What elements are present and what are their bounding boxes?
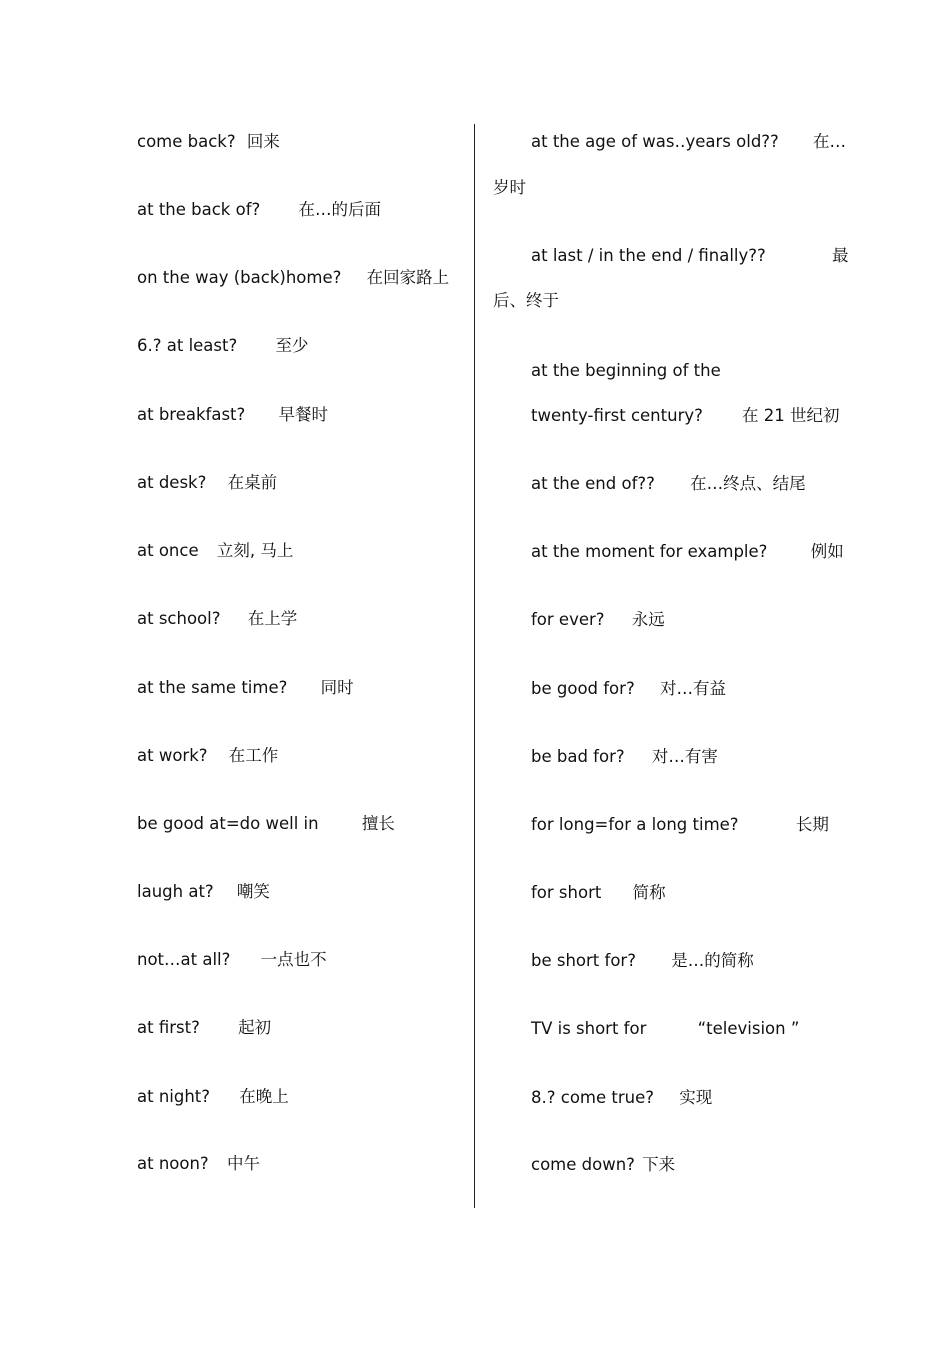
phrase-en-continued: twenty-first century? — [531, 406, 703, 425]
phrase-en: at the age of was‥years old?? — [531, 132, 779, 151]
list-item — [531, 609, 665, 631]
list-item — [531, 950, 754, 972]
phrase-cn: 对…有害 — [651, 747, 718, 766]
phrase-en: on the way (back)home? — [137, 268, 342, 287]
phrase-cn: 在… — [813, 132, 846, 151]
list-item — [137, 131, 280, 153]
list-item — [137, 1086, 289, 1108]
list-item — [137, 267, 449, 289]
phrase-cn: 是…的简称 — [671, 951, 754, 970]
phrase-cn: 实现 — [679, 1088, 713, 1107]
list-item — [137, 1017, 271, 1039]
phrase-cn: “television ” — [697, 1019, 800, 1038]
phrase-cn: 嘲笑 — [236, 882, 270, 901]
phrase-cn: 起初 — [238, 1018, 272, 1037]
phrase-en: at the back of? — [137, 200, 261, 219]
phrase-en: at the end of?? — [531, 474, 655, 493]
phrase-en: for short — [531, 883, 602, 902]
phrase-cn: 中午 — [226, 1154, 260, 1173]
phrase-cn-continued: 后、终于 — [493, 291, 559, 310]
list-item — [137, 335, 309, 357]
phrase-cn: 至少 — [275, 336, 309, 355]
phrase-en: be short for? — [531, 951, 636, 970]
phrase-en: be bad for? — [531, 747, 625, 766]
list-item — [137, 881, 270, 903]
phrase-en: for long=for a long time? — [531, 815, 739, 834]
phrase-cn: 同时 — [320, 678, 354, 697]
phrase-cn-continued: 岁时 — [493, 178, 526, 197]
phrase-en: at once — [137, 541, 199, 560]
list-item — [531, 541, 844, 563]
phrase-cn: 最 — [832, 246, 849, 265]
phrase-en: come down? — [531, 1155, 635, 1174]
phrase-en: at noon? — [137, 1154, 209, 1173]
phrase-cn: 一点也不 — [260, 950, 327, 969]
phrase-en: at first? — [137, 1018, 200, 1037]
list-item — [531, 678, 726, 700]
list-item — [531, 1087, 712, 1109]
list-item — [137, 677, 354, 699]
phrase-cn: 立刻, 马上 — [216, 541, 294, 560]
phrase-en: be good at=do well in — [137, 814, 319, 833]
phrase-cn: 长期 — [795, 815, 829, 834]
phrase-cn: 例如 — [810, 542, 844, 561]
phrase-cn: 在晚上 — [239, 1087, 289, 1106]
phrase-cn: 在工作 — [228, 746, 279, 765]
list-item — [531, 1018, 799, 1040]
phrase-cn: 永远 — [631, 610, 665, 629]
list-item — [137, 1153, 260, 1175]
list-item — [531, 473, 806, 495]
phrase-en: at night? — [137, 1087, 211, 1106]
phrase-en: laugh at? — [137, 882, 214, 901]
list-item — [137, 540, 293, 562]
list-item — [137, 608, 297, 630]
phrase-en: at desk? — [137, 473, 207, 492]
phrase-cn: 在上学 — [247, 609, 298, 628]
phrase-cn: 在…终点、结尾 — [690, 474, 806, 493]
list-item — [137, 813, 395, 835]
list-item — [531, 1154, 675, 1176]
phrase-en: TV is short for — [531, 1019, 647, 1038]
list-item — [137, 199, 381, 221]
phrase-cn: 回来 — [246, 132, 280, 151]
phrase-en: at last / in the end / finally?? — [531, 246, 766, 265]
phrase-cn: 擅长 — [361, 814, 395, 833]
phrase-cn: 下来 — [642, 1155, 676, 1174]
phrase-en: 6.? at least? — [137, 336, 238, 355]
phrase-en: not…at all? — [137, 950, 231, 969]
list-item — [531, 814, 829, 836]
phrase-cn: 简称 — [632, 883, 666, 902]
phrase-en: be good for? — [531, 679, 635, 698]
phrase-en: 8.? come true? — [531, 1088, 655, 1107]
list-item — [137, 472, 277, 494]
phrase-en: at school? — [137, 609, 221, 628]
phrase-cn: 在回家路上 — [366, 268, 450, 287]
phrase-en: at the same time? — [137, 678, 288, 697]
phrase-cn: 在桌前 — [227, 473, 278, 492]
list-item — [137, 949, 327, 971]
phrase-en: at the beginning of the — [531, 361, 721, 380]
phrase-cn: 对…有益 — [659, 679, 726, 698]
column-divider — [474, 124, 475, 1208]
phrase-cn: 早餐时 — [278, 405, 329, 424]
phrase-en: at breakfast? — [137, 405, 246, 424]
list-item — [531, 746, 718, 768]
phrase-en: at work? — [137, 746, 208, 765]
phrase-en: at the moment for example? — [531, 542, 768, 561]
phrase-en: come back? — [137, 132, 236, 151]
phrase-en: for ever? — [531, 610, 605, 629]
phrase-cn: 在 21 世纪初 — [742, 406, 840, 425]
list-item — [137, 745, 278, 767]
list-item — [137, 404, 328, 426]
phrase-cn: 在…的后面 — [298, 200, 382, 219]
list-item — [531, 882, 666, 904]
